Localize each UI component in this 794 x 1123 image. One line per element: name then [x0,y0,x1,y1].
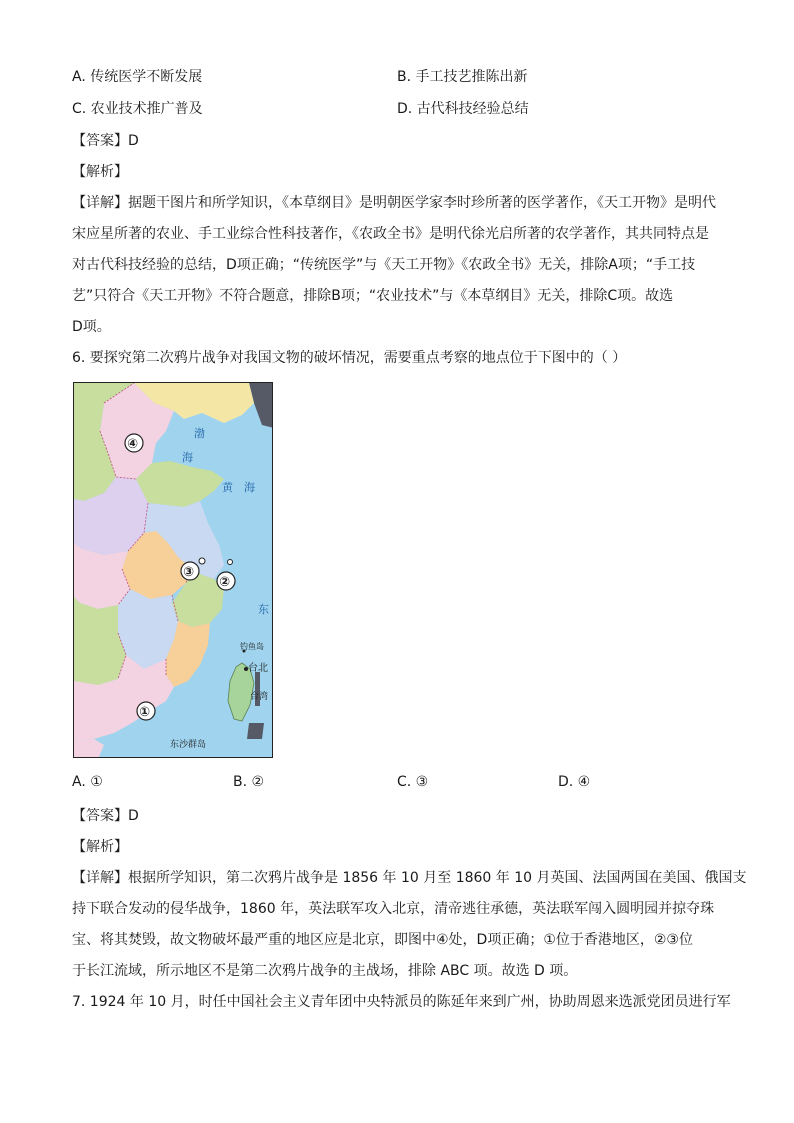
q5-detail-line-3: 对古代科技经验的总结，D项正确；“传统医学”与《天工开物》《农政全书》无关，排除A项；“手工技 [72,257,696,273]
q6-option-c: C. ③ [397,774,429,790]
q5-detail-line-2: 宋应星所著的农业、手工业综合性科技著作，《农政全书》是明代徐光启所著的农学著作，其共同特点是 [72,226,709,242]
q5-detail-line-4: 艺”只符合《天工开物》不符合题意，排除B项；“农业技术”与《本草纲目》无关，排除C项。故选 [72,288,674,304]
marker-2 [217,572,235,590]
label-taibei: 台北 [248,663,268,674]
map-svg [74,383,273,758]
marker-2-label: ② [219,575,231,590]
q5-option-a: A. 传统医学不断发展 [72,69,203,85]
q6-stem: 6. 要探究第二次鸦片战争对我国文物的破坏情况，需要重点考察的地点位于下图中的（ ） [72,350,627,366]
marker-1 [137,702,155,720]
label-diaoyu: 钓鱼岛 [240,642,264,651]
marker-3 [181,562,199,580]
q5-option-d: D. 古代科技经验总结 [397,101,529,117]
q6-option-a: A. ① [72,774,103,790]
q6-option-d: D. ④ [558,774,591,790]
q6-option-b: B. ② [233,774,265,790]
q5-detail-line-5: D项。 [72,319,111,335]
label-taiwan: 台湾 [250,691,269,701]
q5-option-c: C. 农业技术推广普及 [72,101,203,117]
q6-detail-line-3: 宝、将其焚毁，故文物破坏最严重的地区应是北京，即图中④处，D项正确；①位于香港地区，②③位 [72,932,693,948]
q5-answer: 【答案】D [72,133,139,149]
q5-detail-line-1: 【详解】据题干图片和所学知识，《本草纲目》是明朝医学家李时珍所著的医学著作，《天工开物》是明代 [72,195,716,211]
q6-detail-line-1: 【详解】根据所学知识，第二次鸦片战争是 1856 年 10 月至 1860 年 10 月英国、法国两国在美国、俄国支 [72,870,747,886]
shanghai-dot [228,560,233,565]
label-huanghai-1: 黄 [222,482,233,494]
label-dongsha: 东沙群岛 [170,739,207,749]
label-bohai-1: 渤 [194,428,205,440]
q5-option-b: B. 手工技艺推陈出新 [397,69,528,85]
marker-4-label: ④ [127,437,139,452]
q6-map [73,382,273,758]
city-dot [199,558,205,564]
q6-detail-line-2: 持下联合发动的侵华战争，1860 年，英法联军攻入北京，清帝逃往承德，英法联军闯入圆明园并掠夺珠 [72,901,715,917]
marker-3-label: ③ [183,565,195,580]
q6-analysis-label: 【解析】 [72,839,128,855]
marker-4 [125,434,143,452]
boundary-mark-2 [247,723,264,739]
label-bohai-2: 海 [182,452,193,464]
q7-stem: 7. 1924 年 10 月，时任中国社会主义青年团中央特派员的陈延年来到广州，协助周恩来选派党团员进行军 [72,994,731,1010]
label-huanghai-2: 海 [244,482,255,494]
marker-1-label: ① [139,705,151,720]
label-donghai: 东 [258,604,269,616]
q6-answer: 【答案】D [72,808,139,824]
q6-detail-line-4: 于长江流域，所示地区不是第二次鸦片战争的主战场，排除 ABC 项。故选 D 项。 [72,963,578,979]
q5-analysis-label: 【解析】 [72,164,128,180]
